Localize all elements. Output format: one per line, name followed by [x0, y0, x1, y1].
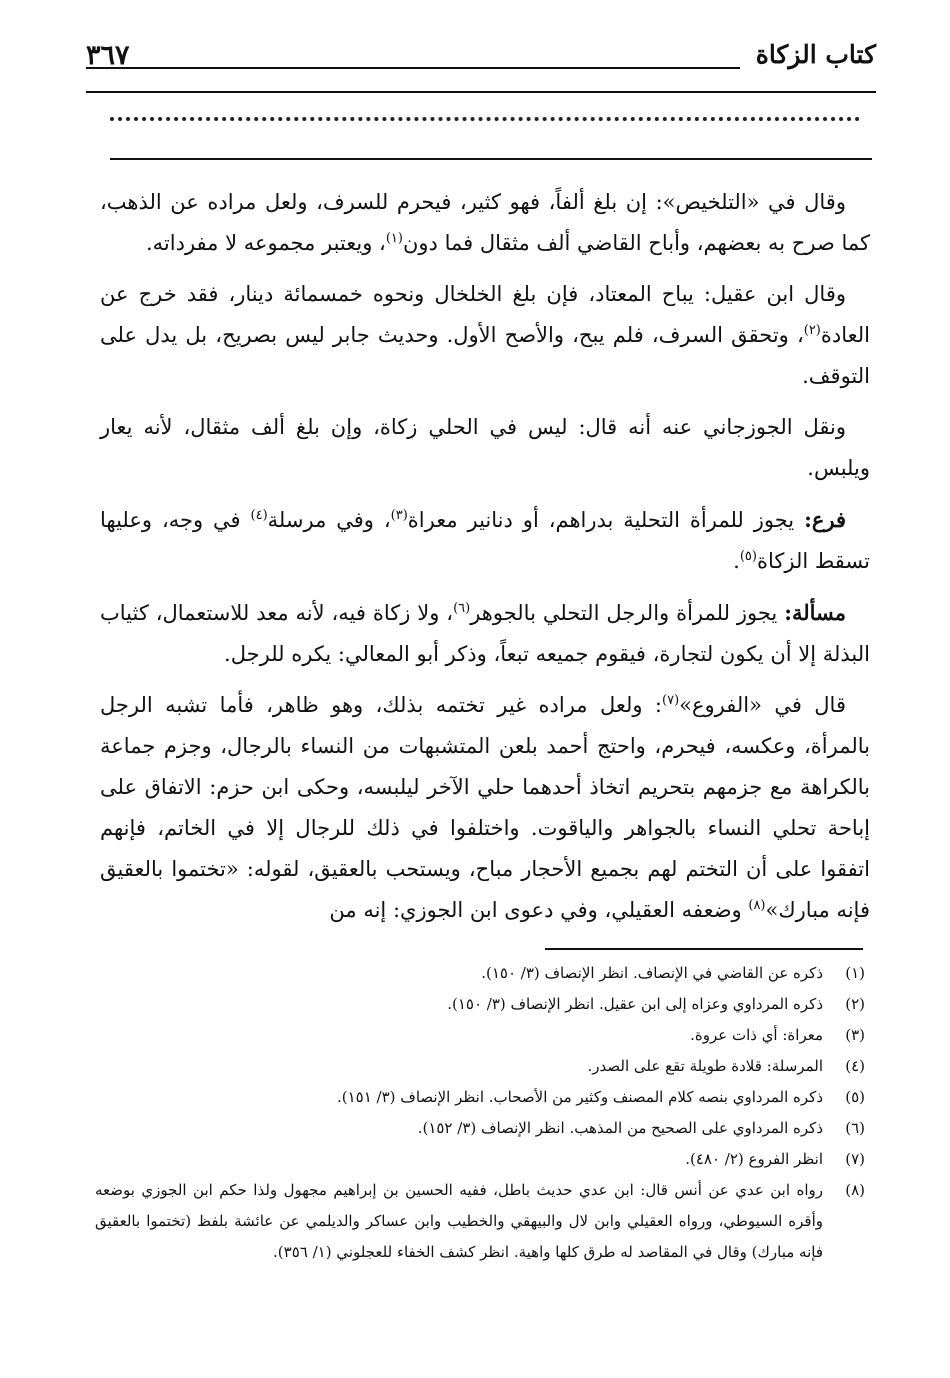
footnotes	[95, 958, 865, 1268]
footnote-number: (٣)	[845, 1026, 865, 1044]
footnote-ref-6[interactable]: (٦)	[453, 601, 471, 616]
p6-t3: وضعفه العقيلي، وفي دعوى ابن الجوزي: إنه من	[329, 898, 749, 922]
footnote-6	[95, 1113, 865, 1144]
footnote-3	[95, 1020, 865, 1051]
footnote-ref-7[interactable]: (٧)	[662, 693, 680, 708]
header-rule	[86, 67, 740, 69]
p3-text: ونقل الجوزجاني عنه أنه قال: ليس في الحلي زكاة، وإن بلغ ألف مثقال، لأنه يعار ويلبس.	[100, 415, 870, 480]
footnote-text: المرسلة: قلادة طويلة تقع على الصدر.	[587, 1057, 823, 1075]
footnote-text: انظر الفروع (٢/ ٤٨٠).	[685, 1150, 823, 1168]
footnote-number: (٨)	[845, 1181, 865, 1199]
footnote-number: (٦)	[845, 1119, 865, 1137]
p4-t4: .	[733, 549, 740, 573]
footnote-text: ذكره عن القاضي في الإنصاف. انظر الإنصاف (٣/ ١٥٠).	[481, 964, 823, 982]
footnote-5	[95, 1082, 865, 1113]
footnote-number: (١)	[845, 964, 865, 982]
footnote-text: معراة: أي ذات عروة.	[690, 1026, 823, 1044]
footnote-number: (٢)	[845, 995, 865, 1013]
footnote-2	[95, 989, 865, 1020]
p1-after: ، ويعتبر مجموعه لا مفرداته.	[146, 231, 386, 255]
paragraph-2	[100, 274, 870, 397]
paragraph-1	[100, 182, 870, 264]
dotted-separator	[110, 117, 860, 121]
footnote-rule	[545, 948, 863, 950]
p4-t2: ، وفي مرسلة	[267, 508, 391, 532]
p6-t2: : ولعل مراده غير تختمه بذلك، وهو ظاهر، فأما تشبه الرجل بالمرأة، وعكسه، فيحرم، واحتج أحمد بلعن المتشبهات من النساء بالرجال، وجزم جماعة بالكراهة مع جزمهم بتحريم اتخاذ أحدهما حلي الآخر ليلبسه، وحكى ابن حزم: الاتفاق على إباحة تحلي النساء بالجواهر والياقوت. واختلفوا في ذلك للرجال إلا في الخاتم، فإنهم اتفقوا على أن التختم لهم بجميع الأحجار مباح، ويستحب بالعقيق، لقوله: «تختموا بالعقيق فإنه مبارك»	[100, 693, 870, 922]
paragraph-5	[100, 592, 870, 675]
p2-text: وقال ابن عقيل: يباح المعتاد، فإن بلغ الخلخال ونحوه خمسمائة دينار، فقد خرج عن العادة	[100, 282, 870, 347]
p4-t1: يجوز للمرأة التحلية بدراهم، أو دنانير معراة	[407, 508, 805, 532]
footnote-text: رواه ابن عدي عن أنس قال: ابن عدي حديث باطل، ففيه الحسين بن إبراهيم مجهول ولذا حكم ابن الجوزي بوضعه وأقره السيوطي، ورواه العقيلي وابن لال والبيهقي والخطيب وابن عساكر والديلمي عن عائشة بلفظ (تختموا بالعقيق فإنه مبارك) وقال في المقاصد له طرق كلها واهية. انظر كشف الخفاء للعجلوني (١/ ٣٥٦).	[95, 1181, 823, 1261]
p5-lead: مسألة:	[784, 600, 846, 625]
p5-t1: يجوز للمرأة والرجل التحلي بالجوهر	[470, 601, 785, 625]
footnote-text: ذكره المرداوي على الصحيح من المذهب. انظر الإنصاف (٣/ ١٥٢).	[417, 1119, 823, 1137]
section-rule	[110, 158, 872, 160]
footnote-ref-1[interactable]: (١)	[385, 231, 403, 246]
p1-text: وقال في «التلخيص»: إن بلغ ألفاً، فهو كثير، فيحرم للسرف، ولعل مراده عن الذهب، كما صرح به بعضهم، وأباح القاضي ألف مثقال فما دون	[100, 190, 870, 255]
p2-after: ، وتحقق السرف، فلم يبح، والأصح الأول. وحديث جابر ليس بصريح، بل يدل على التوقف.	[100, 323, 870, 388]
p6-t1: قال في «الفروع»	[679, 693, 846, 717]
footnote-1	[95, 958, 865, 989]
footnote-ref-3[interactable]: (٣)	[390, 508, 408, 523]
footnote-text: ذكره المرداوي بنصه كلام المصنف وكثير من الأصحاب. انظر الإنصاف (٣/ ١٥١).	[336, 1088, 823, 1106]
footnote-7	[95, 1144, 865, 1175]
footnote-ref-2[interactable]: (٢)	[803, 323, 821, 338]
header-underline	[86, 91, 876, 93]
p5-t2: ، ولا زكاة فيه، لأنه معد للاستعمال، كثياب البذلة إلا أن يكون لتجارة، فيقوم جميعه تبعاً، وذكر أبو المعالي: يكره للرجل.	[100, 601, 870, 666]
footnote-ref-5[interactable]: (٥)	[739, 549, 757, 564]
footnote-ref-4[interactable]: (٤)	[250, 508, 268, 523]
footnote-ref-8[interactable]: (٨)	[748, 898, 766, 913]
footnote-number: (٧)	[845, 1150, 865, 1168]
paragraph-6	[100, 685, 870, 931]
paragraph-3	[100, 407, 870, 489]
footnote-number: (٥)	[845, 1088, 865, 1106]
p4-lead: فرع:	[804, 507, 846, 532]
chapter-title: كتاب الزكاة	[755, 40, 876, 69]
p4-t3: في وجه، وعليها تسقط الزكاة	[100, 508, 870, 573]
main-text	[100, 182, 870, 941]
paragraph-4	[100, 499, 870, 582]
footnote-number: (٤)	[845, 1057, 865, 1075]
footnote-8	[95, 1175, 865, 1268]
page-number: ٣٦٧	[86, 40, 130, 71]
footnote-4	[95, 1051, 865, 1082]
footnote-text: ذكره المرداوي وعزاه إلى ابن عقيل. انظر الإنصاف (٣/ ١٥٠).	[447, 995, 823, 1013]
